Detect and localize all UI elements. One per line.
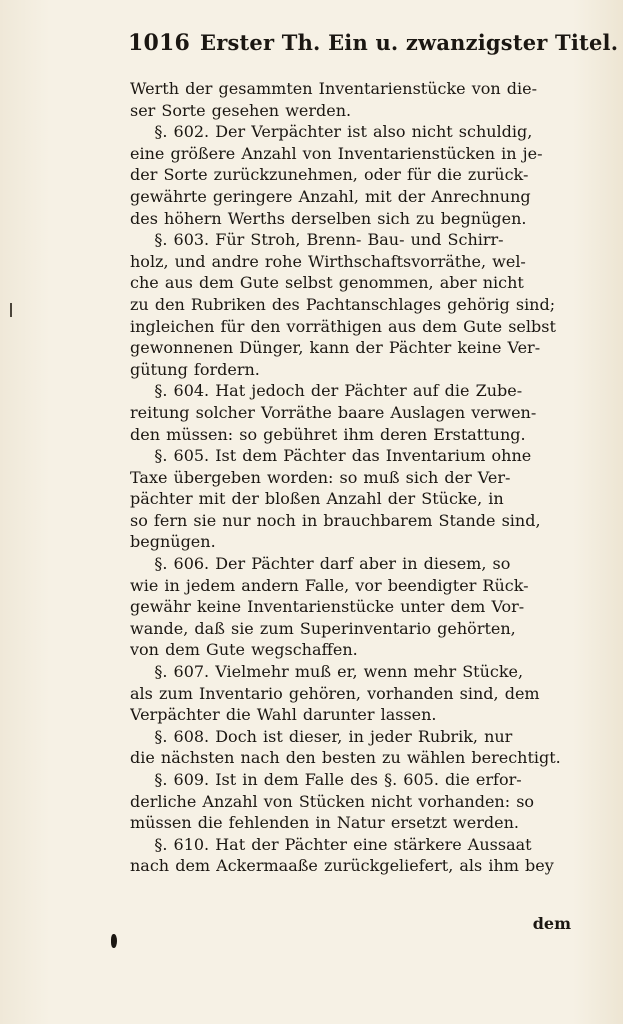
text-line: §. 602. Der Verpächter ist also nicht schuldig,: [130, 122, 533, 142]
text-line: eine größere Anzahl von Inventarienstücken in je-: [130, 143, 543, 163]
body-text: [130, 78, 574, 877]
text-line: die nächsten nach den besten zu wählen berechtigt.: [130, 748, 561, 768]
page-header: [128, 30, 619, 56]
text-line: Werth der gesammten Inventarienstücke von die-: [130, 79, 538, 98]
page-number: 1016: [128, 30, 191, 56]
text-line: den müssen: so gebühret ihm deren Erstattung.: [130, 424, 526, 444]
text-line: derliche Anzahl von Stücken nicht vorhanden: so: [130, 791, 535, 811]
text-line: che aus dem Gute selbst genommen, aber nicht: [130, 273, 524, 293]
text-line: wie in jedem andern Falle, vor beendigter Rück-: [130, 575, 529, 595]
text-line: §. 606. Der Pächter darf aber in diesem, so: [130, 554, 511, 574]
text-line: gewährte geringere Anzahl, mit der Anrechnung: [130, 186, 531, 206]
text-line: von dem Gute wegschaffen.: [130, 640, 358, 660]
text-line: reitung solcher Vorräthe baare Auslagen verwen-: [130, 402, 537, 422]
text-line: §. 608. Doch ist dieser, in jeder Rubrik, nur: [130, 726, 513, 746]
text-line: nach dem Ackermaaße zurückgeliefert, als ihm bey: [130, 856, 554, 876]
text-line: des höhern Werths derselben sich zu begnügen.: [130, 208, 527, 228]
text-line: §. 605. Ist dem Pächter das Inventarium ohne: [130, 446, 532, 466]
text-line: holz, und andre rohe Wirthschaftsvorräthe, wel-: [130, 251, 526, 271]
text-line: zu den Rubriken des Pachtanschlages gehörig sind;: [130, 294, 556, 314]
text-line: gewonnenen Dünger, kann der Pächter keine Ver-: [130, 338, 541, 358]
text-line: §. 607. Vielmehr muß er, wenn mehr Stücke,: [130, 662, 524, 682]
text-line: Verpächter die Wahl darunter lassen.: [130, 705, 437, 725]
text-line: Taxe übergeben worden: so muß sich der Ver-: [130, 467, 511, 487]
text-line: so fern sie nur noch in brauchbarem Stande sind,: [130, 510, 541, 530]
text-line: als zum Inventario gehören, vorhanden sind, dem: [130, 683, 540, 703]
running-title: Erster Th. Ein u. zwanzigster Titel.: [200, 30, 619, 55]
text-line: §. 604. Hat jedoch der Pächter auf die Zube-: [130, 381, 523, 401]
text-line: pächter mit der bloßen Anzahl der Stücke, in: [130, 489, 504, 509]
text-line: müssen die fehlenden in Natur ersetzt werden.: [130, 813, 519, 833]
text-line: begnügen.: [130, 532, 216, 552]
text-line: §. 609. Ist in dem Falle des §. 605. die erfor-: [130, 770, 522, 789]
text-line: §. 603. Für Stroh, Brenn- Bau- und Schirr-: [130, 230, 504, 250]
text-line: der Sorte zurückzunehmen, oder für die zurück-: [130, 165, 529, 185]
text-line: wande, daß sie zum Superinventario gehörten,: [130, 618, 516, 638]
text-line: gütung fordern.: [130, 359, 260, 379]
text-line: ingleichen für den vorräthigen aus dem Gute selbst: [130, 316, 556, 336]
text-line: §. 610. Hat der Pächter eine stärkere Aussaat: [130, 834, 532, 854]
catchword: dem: [532, 914, 571, 933]
ink-speck: [111, 934, 117, 948]
margin-mark: [10, 303, 12, 317]
text-line: ser Sorte gesehen werden.: [130, 100, 352, 120]
text-line: gewähr keine Inventarienstücke unter dem Vor-: [130, 597, 525, 617]
